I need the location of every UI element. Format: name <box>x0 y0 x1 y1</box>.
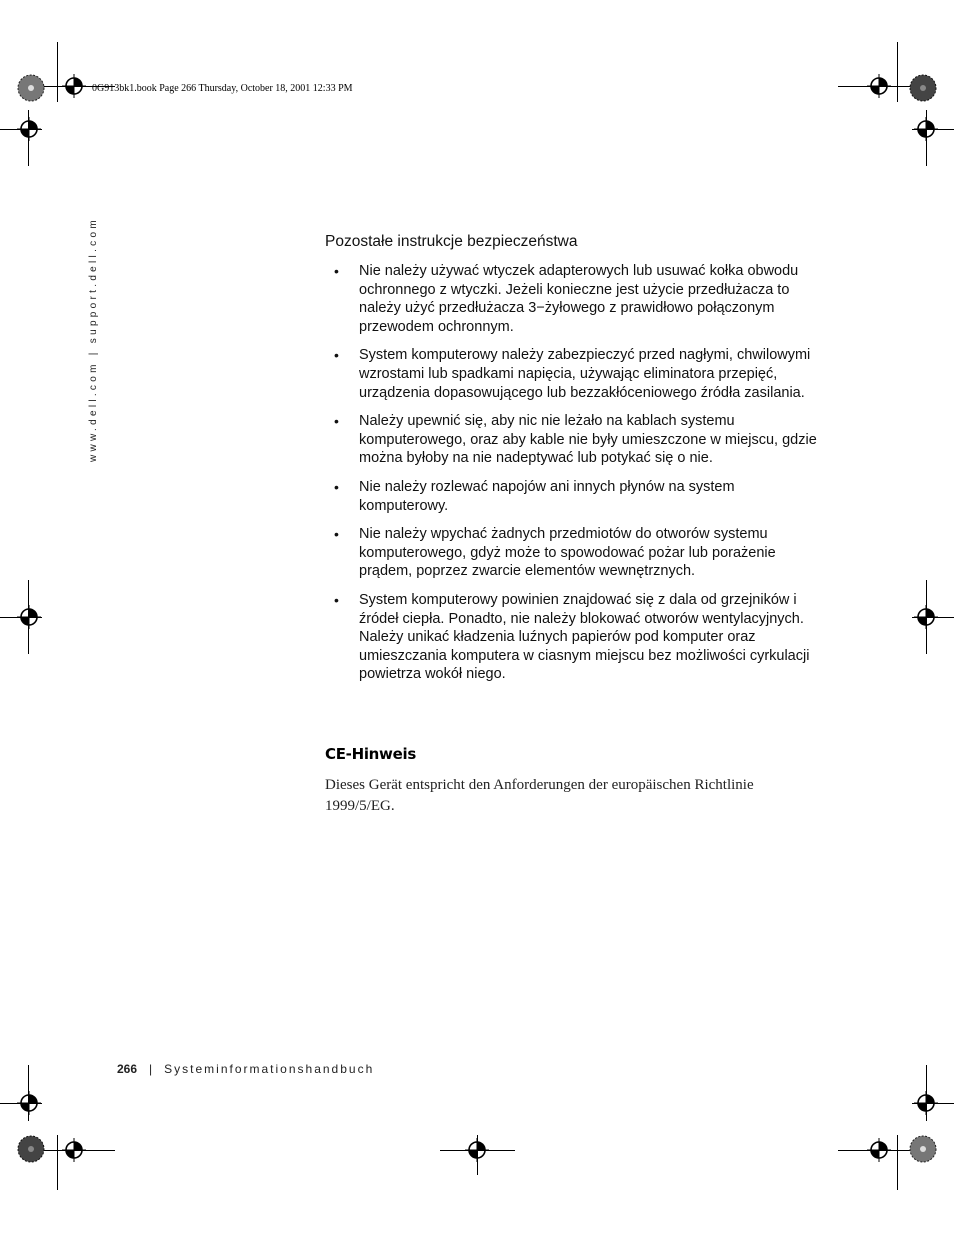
footer-separator: | <box>149 1062 153 1076</box>
book-title: Systeminformationshandbuch <box>164 1062 375 1076</box>
registration-mark-icon <box>914 1091 938 1115</box>
star-target-icon <box>909 1135 937 1163</box>
list-item-text: Nie należy używać wtyczek adapterowych lub usuwać kołka obwodu ochronnego z wtyczki. Jeżeli konieczne jest użycie przedłużacza to należy użyć przedłużacza 3−żyłowego z prawidłowo połączonym przewodem ochronnym. <box>359 263 799 335</box>
bullet-icon: • <box>334 591 339 608</box>
registration-mark-icon <box>17 605 41 629</box>
list-item <box>325 346 820 402</box>
ce-notice-heading: CE-Hinweis <box>325 745 416 763</box>
registration-mark-icon <box>62 74 86 98</box>
list-item-text: Nie należy rozlewać napojów ani innych płynów na system komputerowy. <box>359 478 735 514</box>
list-item <box>325 591 820 684</box>
bullet-icon: • <box>334 263 339 279</box>
registration-mark-icon <box>867 74 891 98</box>
list-item <box>325 478 820 515</box>
star-target-icon <box>17 74 45 102</box>
page-footer <box>117 1062 374 1076</box>
list-item-text: Nie należy wpychać żadnych przedmiotów do otworów systemu komputerowego, gdyż może to spowodować pożar lub porażenie prądem, poprzez zwarcie elementów wewnętrznych. <box>359 526 776 580</box>
registration-mark-icon <box>867 1138 891 1162</box>
registration-mark-icon <box>17 1091 41 1115</box>
registration-mark-icon <box>17 117 41 141</box>
star-target-icon <box>909 74 937 102</box>
bullet-icon: • <box>334 347 339 364</box>
registration-mark-icon <box>62 1138 86 1162</box>
list-item <box>325 525 820 581</box>
section-title: Pozostałe instrukcje bezpieczeństwa <box>325 233 578 250</box>
list-item-text: System komputerowy powinien znajdować się z dala od grzejników i źródeł ciepła. Ponadto, nie należy blokować otworów wentylacyjnych. Należy unikać kładzenia luźnych papierów pod komputer oraz umieszczania komputera w ciasnym miejscu bez możliwości cyrkulacji powietrza wokół niego. <box>359 591 810 683</box>
list-item-text: System komputerowy należy zabezpieczyć przed nagłymi, chwilowymi wzrostami lub spadkami napięcia, używając eliminatora przepięć, urządzenia dopasowującego lub bezzakłóceniowego źródła zasilania. <box>359 347 811 401</box>
sidebar-url: www.dell.com | support.dell.com <box>88 217 99 462</box>
bullet-icon: • <box>334 478 339 495</box>
page-number: 266 <box>117 1062 138 1076</box>
bullet-icon: • <box>334 413 339 430</box>
safety-instructions-list <box>325 262 820 694</box>
bullet-icon: • <box>334 526 339 543</box>
print-info-header: 0G913bk1.book Page 266 Thursday, October 18, 2001 12:33 PM <box>92 83 353 94</box>
registration-mark-icon <box>914 605 938 629</box>
list-item <box>325 262 820 336</box>
registration-mark-icon <box>914 117 938 141</box>
list-item <box>325 412 820 468</box>
list-item-text: Należy upewnić się, aby nic nie leżało na kablach systemu komputerowego, oraz aby kable nie były umieszczone w miejscu, gdzie można byłoby na nie nadeptywać lub potykać się o nie. <box>359 413 817 467</box>
ce-notice-body: Dieses Gerät entspricht den Anforderungen der europäischen Richtlinie 1999/5/EG. <box>325 777 754 814</box>
star-target-icon <box>17 1135 45 1163</box>
registration-mark-icon <box>465 1138 489 1162</box>
